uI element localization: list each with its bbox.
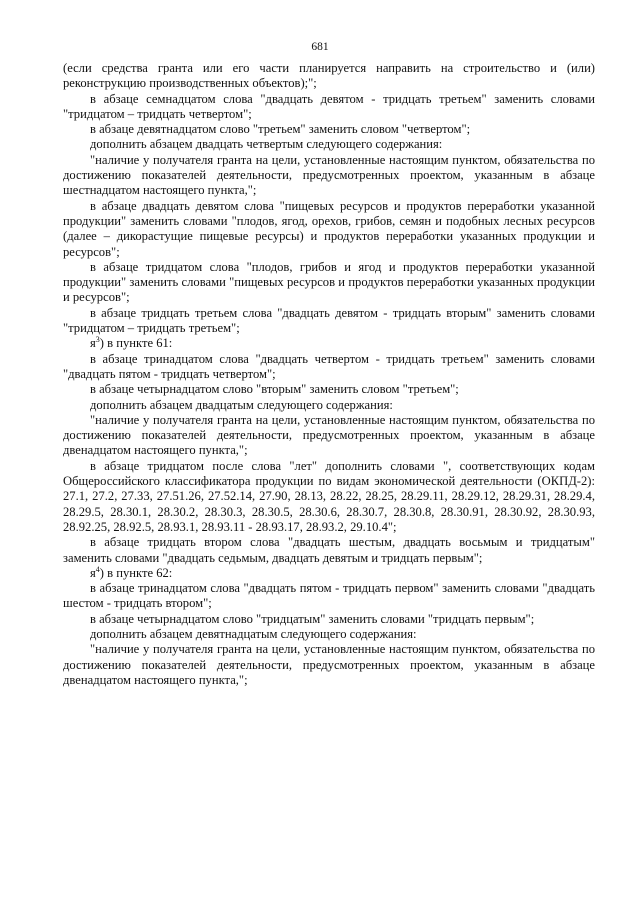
- paragraph: "наличие у получателя гранта на цели, установленные настоящим пунктом, обязательства по достижению показателей деятельности, предусмотренных проектом, указанным в абзаце двенадцатом настоящего пункта,";: [63, 642, 595, 687]
- paragraph: в абзаце четырнадцатом слово "вторым" заменить словом "третьем";: [90, 382, 459, 397]
- paragraph: в абзаце тридцатом после слова "лет" дополнить словами ", соответствующих кодам Общероссийского классификатора продукции по видам экономической деятельности (ОКПД-2): 27.1, 27.2, 27.33, 27.51.26, 27.52.14, 27.90, 28.13, 28.22, 28.25, 28.29.11, 28.29.12, 28.29.31, 28.29.4, 28.29.5, 28.30.1, 28.30.2, 28.30.3, 28.30.5, 28.30.6, 28.30.7, 28.30.8, 28.30.91, 28.30.92, 28.30.93, 28.92.25, 28.92.5, 28.93.1, 28.93.11 - 28.93.17, 28.93.2, 29.10.4";: [63, 458, 595, 534]
- paragraph-text: ) в пункте 61:: [99, 336, 173, 351]
- paragraph: в абзаце двадцать девятом слова "пищевых ресурсов и продуктов переработки указанной продукции" заменить словами "плодов, ягод, орехов, грибов, семян и подобных лесных ресурсов (далее – дикорастущие пищевые ресурсы) и продуктов переработки указанных продукции и ресурсов";: [63, 198, 595, 259]
- list-marker-superscript: 3: [95, 335, 100, 345]
- list-marker-superscript: 4: [95, 564, 100, 574]
- list-item-heading: [63, 566, 595, 581]
- paragraph: "наличие у получателя гранта на цели, установленные настоящим пунктом, обязательства по достижению показателей деятельности, предусмотренных проектом, указанным в абзаце двенадцатом настоящего пункта,";: [63, 412, 595, 458]
- paragraph-text: ) в пункте 62:: [99, 565, 173, 580]
- paragraph: дополнить абзацем девятнадцатым следующего содержания:: [90, 626, 417, 641]
- paragraph: в абзаце девятнадцатом слово "третьем" заменить словом "четвертом";: [90, 122, 471, 137]
- paragraph: в абзаце четырнадцатом слово "тридцатым" заменить словами "тридцать первым";: [90, 611, 535, 626]
- paragraph: в абзаце тридцать втором слова "двадцать шестым, двадцать восьмым и тридцатым" заменить словами "двадцать седьмым, двадцать девятым и тридцать первым";: [63, 535, 595, 565]
- list-marker: я: [90, 336, 96, 351]
- list-marker: я: [90, 565, 96, 580]
- paragraph: дополнить абзацем двадцать четвертым следующего содержания:: [90, 137, 443, 152]
- paragraph: в абзаце тринадцатом слова "двадцать пятом - тридцать первом" заменить словами "двадцать шестом - тридцать втором";: [63, 581, 595, 611]
- document-body: [63, 61, 595, 688]
- paragraph: в абзаце тринадцатом слова "двадцать четвертом - тридцать третьем" заменить словами "двадцать пятом - тридцать четвертом";: [63, 351, 595, 381]
- paragraph: в абзаце тридцатом слова "плодов, грибов и ягод и продуктов переработки указанной продукции" заменить словами "пищевых ресурсов и продуктов переработки указанных продукции и ресурсов";: [63, 259, 595, 305]
- paragraph: дополнить абзацем двадцатым следующего содержания:: [90, 397, 393, 412]
- list-item-heading: [63, 336, 595, 351]
- paragraph: "наличие у получателя гранта на цели, установленные настоящим пунктом, обязательства по достижению показателей деятельности, предусмотренных проектом, указанным в абзаце шестнадцатом настоящего пункта,";: [63, 152, 595, 198]
- paragraph: (если средства гранта или его части планируется направить на строительство и (или) реконструкцию производственных объектов);";: [63, 61, 595, 91]
- page-number: 681: [311, 41, 329, 53]
- paragraph: в абзаце тридцать третьем слова "двадцать девятом - тридцать вторым" заменить словами "тридцатом – тридцать третьем";: [63, 305, 595, 336]
- paragraph: в абзаце семнадцатом слова "двадцать девятом - тридцать третьем" заменить словами "тридцатом – тридцать четвертом";: [63, 91, 595, 121]
